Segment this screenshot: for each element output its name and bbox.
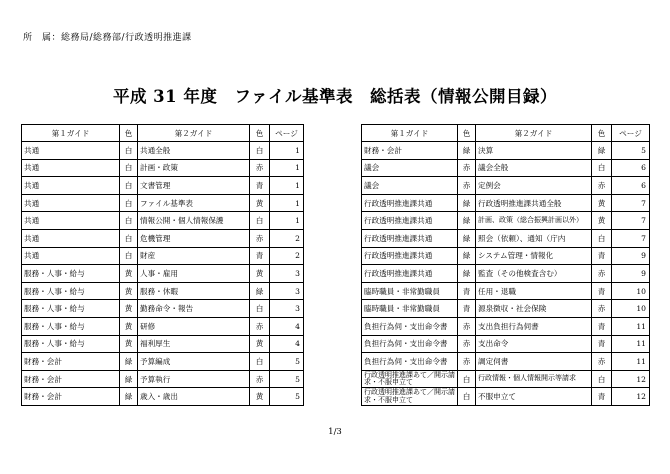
guide2-color-cell: 赤 [250,370,270,388]
guide2-color-cell: 赤 [250,317,270,335]
guide2-cell: 人事・雇用 [138,265,250,283]
guide1-cell: 財務・会計 [22,370,120,388]
guide1-color-cell: 黄 [120,300,138,318]
guide2-color-cell: 赤 [250,159,270,177]
guide2-color-cell: 黄 [250,388,270,406]
guide2-color-cell: 黄 [592,212,612,230]
guide1-color-cell: 白 [458,370,476,388]
guide2-cell: 任用・退職 [476,282,592,300]
col-header-color2: 色 [592,125,612,142]
guide1-color-cell: 黄 [120,335,138,353]
page-cell: 5 [270,370,304,388]
guide1-cell: 共通 [22,229,120,247]
table-row [362,194,650,212]
guide1-color-cell: 白 [120,142,138,160]
guide2-cell: 支出命令 [476,335,592,353]
guide2-color-cell: 白 [592,229,612,247]
guide2-cell: 服務・休暇 [138,282,250,300]
guide1-color-cell: 赤 [458,177,476,195]
guide2-color-cell: 緑 [250,282,270,300]
page-cell: 12 [612,388,650,406]
guide1-color-cell: 赤 [458,335,476,353]
guide2-cell: 福利厚生 [138,335,250,353]
table-row [362,159,650,177]
page-cell: 5 [612,142,650,160]
guide2-color-cell: 白 [250,353,270,371]
guide1-color-cell: 緑 [458,142,476,160]
guide2-color-cell: 赤 [250,229,270,247]
file-index-table-left [21,124,304,406]
guide1-color-cell: 緑 [120,370,138,388]
guide1-color-cell: 青 [458,282,476,300]
page-cell: 1 [270,159,304,177]
guide2-cell: 研修 [138,317,250,335]
guide1-cell: 服務・人事・給与 [22,317,120,335]
guide2-cell: ファイル基準表 [138,194,250,212]
table-row [22,370,304,388]
guide2-cell: 支出負担行為伺書 [476,317,592,335]
guide2-color-cell: 赤 [592,353,612,371]
page-title: 平成 31 年度 ファイル基準表 総括表（情報公開目録） [112,87,558,106]
guide1-color-cell: 白 [458,388,476,406]
table-row [22,317,304,335]
guide1-cell: 行政透明推進課共通 [362,194,458,212]
guide2-cell: 文書管理 [138,177,250,195]
guide2-cell: 行政情報・個人情報開示等請求 [476,370,592,388]
page-cell: 3 [270,282,304,300]
guide2-cell: 予算執行 [138,370,250,388]
guide2-cell: 定例会 [476,177,592,195]
table-row [22,159,304,177]
guide2-cell: 行政透明推進課共通全般 [476,194,592,212]
guide1-cell: 負担行為伺・支出命令書 [362,317,458,335]
table-row [362,317,650,335]
guide1-color-cell: 黄 [120,317,138,335]
file-index-table-right [361,124,650,406]
guide2-color-cell: 赤 [592,300,612,318]
guide2-cell: 共通全般 [138,142,250,160]
guide1-color-cell: 緑 [120,388,138,406]
guide1-color-cell: 緑 [458,247,476,265]
guide1-color-cell: 緑 [458,194,476,212]
table-row [362,247,650,265]
col-header-guide1: 第１ガイド [22,125,120,142]
page-cell: 3 [270,300,304,318]
table-row [362,370,650,388]
guide2-color-cell: 白 [250,142,270,160]
page-cell: 11 [612,335,650,353]
guide2-cell: 計画・政策 [138,159,250,177]
col-header-color1: 色 [120,125,138,142]
page-cell: 5 [270,388,304,406]
guide1-color-cell: 白 [120,159,138,177]
guide1-cell: 行政透明推進課共通 [362,229,458,247]
guide2-color-cell: 青 [592,388,612,406]
guide2-color-cell: 青 [592,282,612,300]
guide1-cell: 共通 [22,159,120,177]
guide2-color-cell: 白 [250,300,270,318]
guide1-cell: 共通 [22,194,120,212]
page-cell: 9 [612,247,650,265]
page-cell: 2 [270,229,304,247]
guide2-cell: 情報公開・個人情報保護 [138,212,250,230]
page-cell: 10 [612,300,650,318]
guide1-cell: 共通 [22,212,120,230]
table-row [22,265,304,283]
guide1-cell: 共通 [22,142,120,160]
table-row [362,212,650,230]
guide1-cell: 行政透明推進課共通 [362,247,458,265]
page-cell: 6 [612,177,650,195]
guide2-color-cell: 青 [250,177,270,195]
guide2-color-cell: 白 [592,159,612,177]
table-row [362,142,650,160]
page-cell: 3 [270,265,304,283]
guide1-color-cell: 白 [120,229,138,247]
table-row [22,335,304,353]
page-indicator: 1/3 [328,427,342,437]
guide2-cell: 源泉徴収・社会保険 [476,300,592,318]
col-header-page: ページ [270,125,304,142]
guide1-cell: 服務・人事・給与 [22,300,120,318]
table-row [362,353,650,371]
guide1-color-cell: 赤 [458,353,476,371]
guide1-cell: 行政透明推進課あて／開示請求・不服申立て [362,388,458,406]
page-cell: 1 [270,142,304,160]
guide1-cell: 臨時職員・非常勤職員 [362,300,458,318]
guide1-cell: 財務・会計 [362,142,458,160]
table-header-row [22,125,304,142]
guide2-cell: 歳入・歳出 [138,388,250,406]
table-row [362,229,650,247]
table-row [22,194,304,212]
guide1-color-cell: 赤 [458,159,476,177]
guide1-color-cell: 緑 [458,212,476,230]
page-cell: 5 [270,353,304,371]
guide1-color-cell: 白 [120,212,138,230]
col-header-page: ページ [612,125,650,142]
table-row [22,388,304,406]
table-row [22,177,304,195]
table-row [362,265,650,283]
guide1-cell: 服務・人事・給与 [22,282,120,300]
guide1-color-cell: 緑 [458,229,476,247]
guide1-cell: 議会 [362,159,458,177]
guide1-cell: 財務・会計 [22,388,120,406]
table-row [362,388,650,406]
col-header-guide2: 第２ガイド [476,125,592,142]
table-header-row [362,125,650,142]
page-cell: 11 [612,353,650,371]
guide1-color-cell: 黄 [120,265,138,283]
table-row [22,282,304,300]
guide1-cell: 行政透明推進課共通 [362,212,458,230]
table-row [22,300,304,318]
guide2-cell: 財産 [138,247,250,265]
guide2-color-cell: 赤 [592,265,612,283]
guide1-color-cell: 赤 [458,317,476,335]
guide1-cell: 服務・人事・給与 [22,265,120,283]
table-row [22,229,304,247]
page-cell: 9 [612,265,650,283]
guide1-cell: 服務・人事・給与 [22,335,120,353]
page-cell: 7 [612,194,650,212]
table-row [22,353,304,371]
table-row [22,142,304,160]
page-cell: 7 [612,212,650,230]
guide2-cell: 調定伺書 [476,353,592,371]
guide1-color-cell: 黄 [120,282,138,300]
guide2-color-cell: 黄 [250,194,270,212]
table-row [362,300,650,318]
guide2-color-cell: 白 [592,370,612,388]
page-cell: 4 [270,317,304,335]
guide2-color-cell: 緑 [592,142,612,160]
guide2-color-cell: 白 [250,212,270,230]
guide1-color-cell: 白 [120,194,138,212]
guide2-color-cell: 赤 [592,177,612,195]
table-row [362,282,650,300]
guide2-cell: 議会全般 [476,159,592,177]
guide2-color-cell: 黄 [250,335,270,353]
guide1-cell: 臨時職員・非常勤職員 [362,282,458,300]
guide1-cell: 行政透明推進課あて／開示請求・不服申立て [362,370,458,388]
page-cell: 11 [612,317,650,335]
guide1-color-cell: 青 [458,300,476,318]
guide2-color-cell: 青 [592,335,612,353]
guide1-cell: 負担行為伺・支出命令書 [362,335,458,353]
page-cell: 6 [612,159,650,177]
guide2-cell: 勤務命令・報告 [138,300,250,318]
page-cell: 12 [612,370,650,388]
table-row [362,177,650,195]
page-cell: 2 [270,247,304,265]
page-cell: 7 [612,229,650,247]
guide1-color-cell: 緑 [120,353,138,371]
guide2-cell: 危機管理 [138,229,250,247]
guide1-color-cell: 白 [120,247,138,265]
col-header-color2: 色 [250,125,270,142]
col-header-guide1: 第１ガイド [362,125,458,142]
guide2-cell: 監査（その他検査含む） [476,265,592,283]
guide2-color-cell: 黄 [250,265,270,283]
guide1-color-cell: 白 [120,177,138,195]
guide2-cell: システム管理・情報化 [476,247,592,265]
guide2-cell: 予算編成 [138,353,250,371]
guide1-cell: 負担行為伺・支出命令書 [362,353,458,371]
guide2-color-cell: 青 [592,247,612,265]
page-cell: 10 [612,282,650,300]
guide1-cell: 行政透明推進課共通 [362,265,458,283]
table-row [22,212,304,230]
guide2-cell: 照会（依頼）、通知（庁内 [476,229,592,247]
col-header-color1: 色 [458,125,476,142]
page-cell: 1 [270,194,304,212]
guide2-cell: 不服申立て [476,388,592,406]
page-cell: 4 [270,335,304,353]
page-cell: 1 [270,212,304,230]
col-header-guide2: 第２ガイド [138,125,250,142]
guide2-color-cell: 青 [250,247,270,265]
guide2-color-cell: 黄 [592,194,612,212]
table-row [22,247,304,265]
department-label: 所 属：総務局/総務部/行政透明推進課 [23,33,192,43]
table-row [362,335,650,353]
guide1-cell: 議会 [362,177,458,195]
guide2-cell: 決算 [476,142,592,160]
guide2-color-cell: 青 [592,317,612,335]
guide2-cell: 計画、政策（総合振興計画以外） [476,212,592,230]
guide1-cell: 共通 [22,247,120,265]
page-cell: 1 [270,177,304,195]
guide1-cell: 共通 [22,177,120,195]
guide1-color-cell: 緑 [458,265,476,283]
guide1-cell: 財務・会計 [22,353,120,371]
